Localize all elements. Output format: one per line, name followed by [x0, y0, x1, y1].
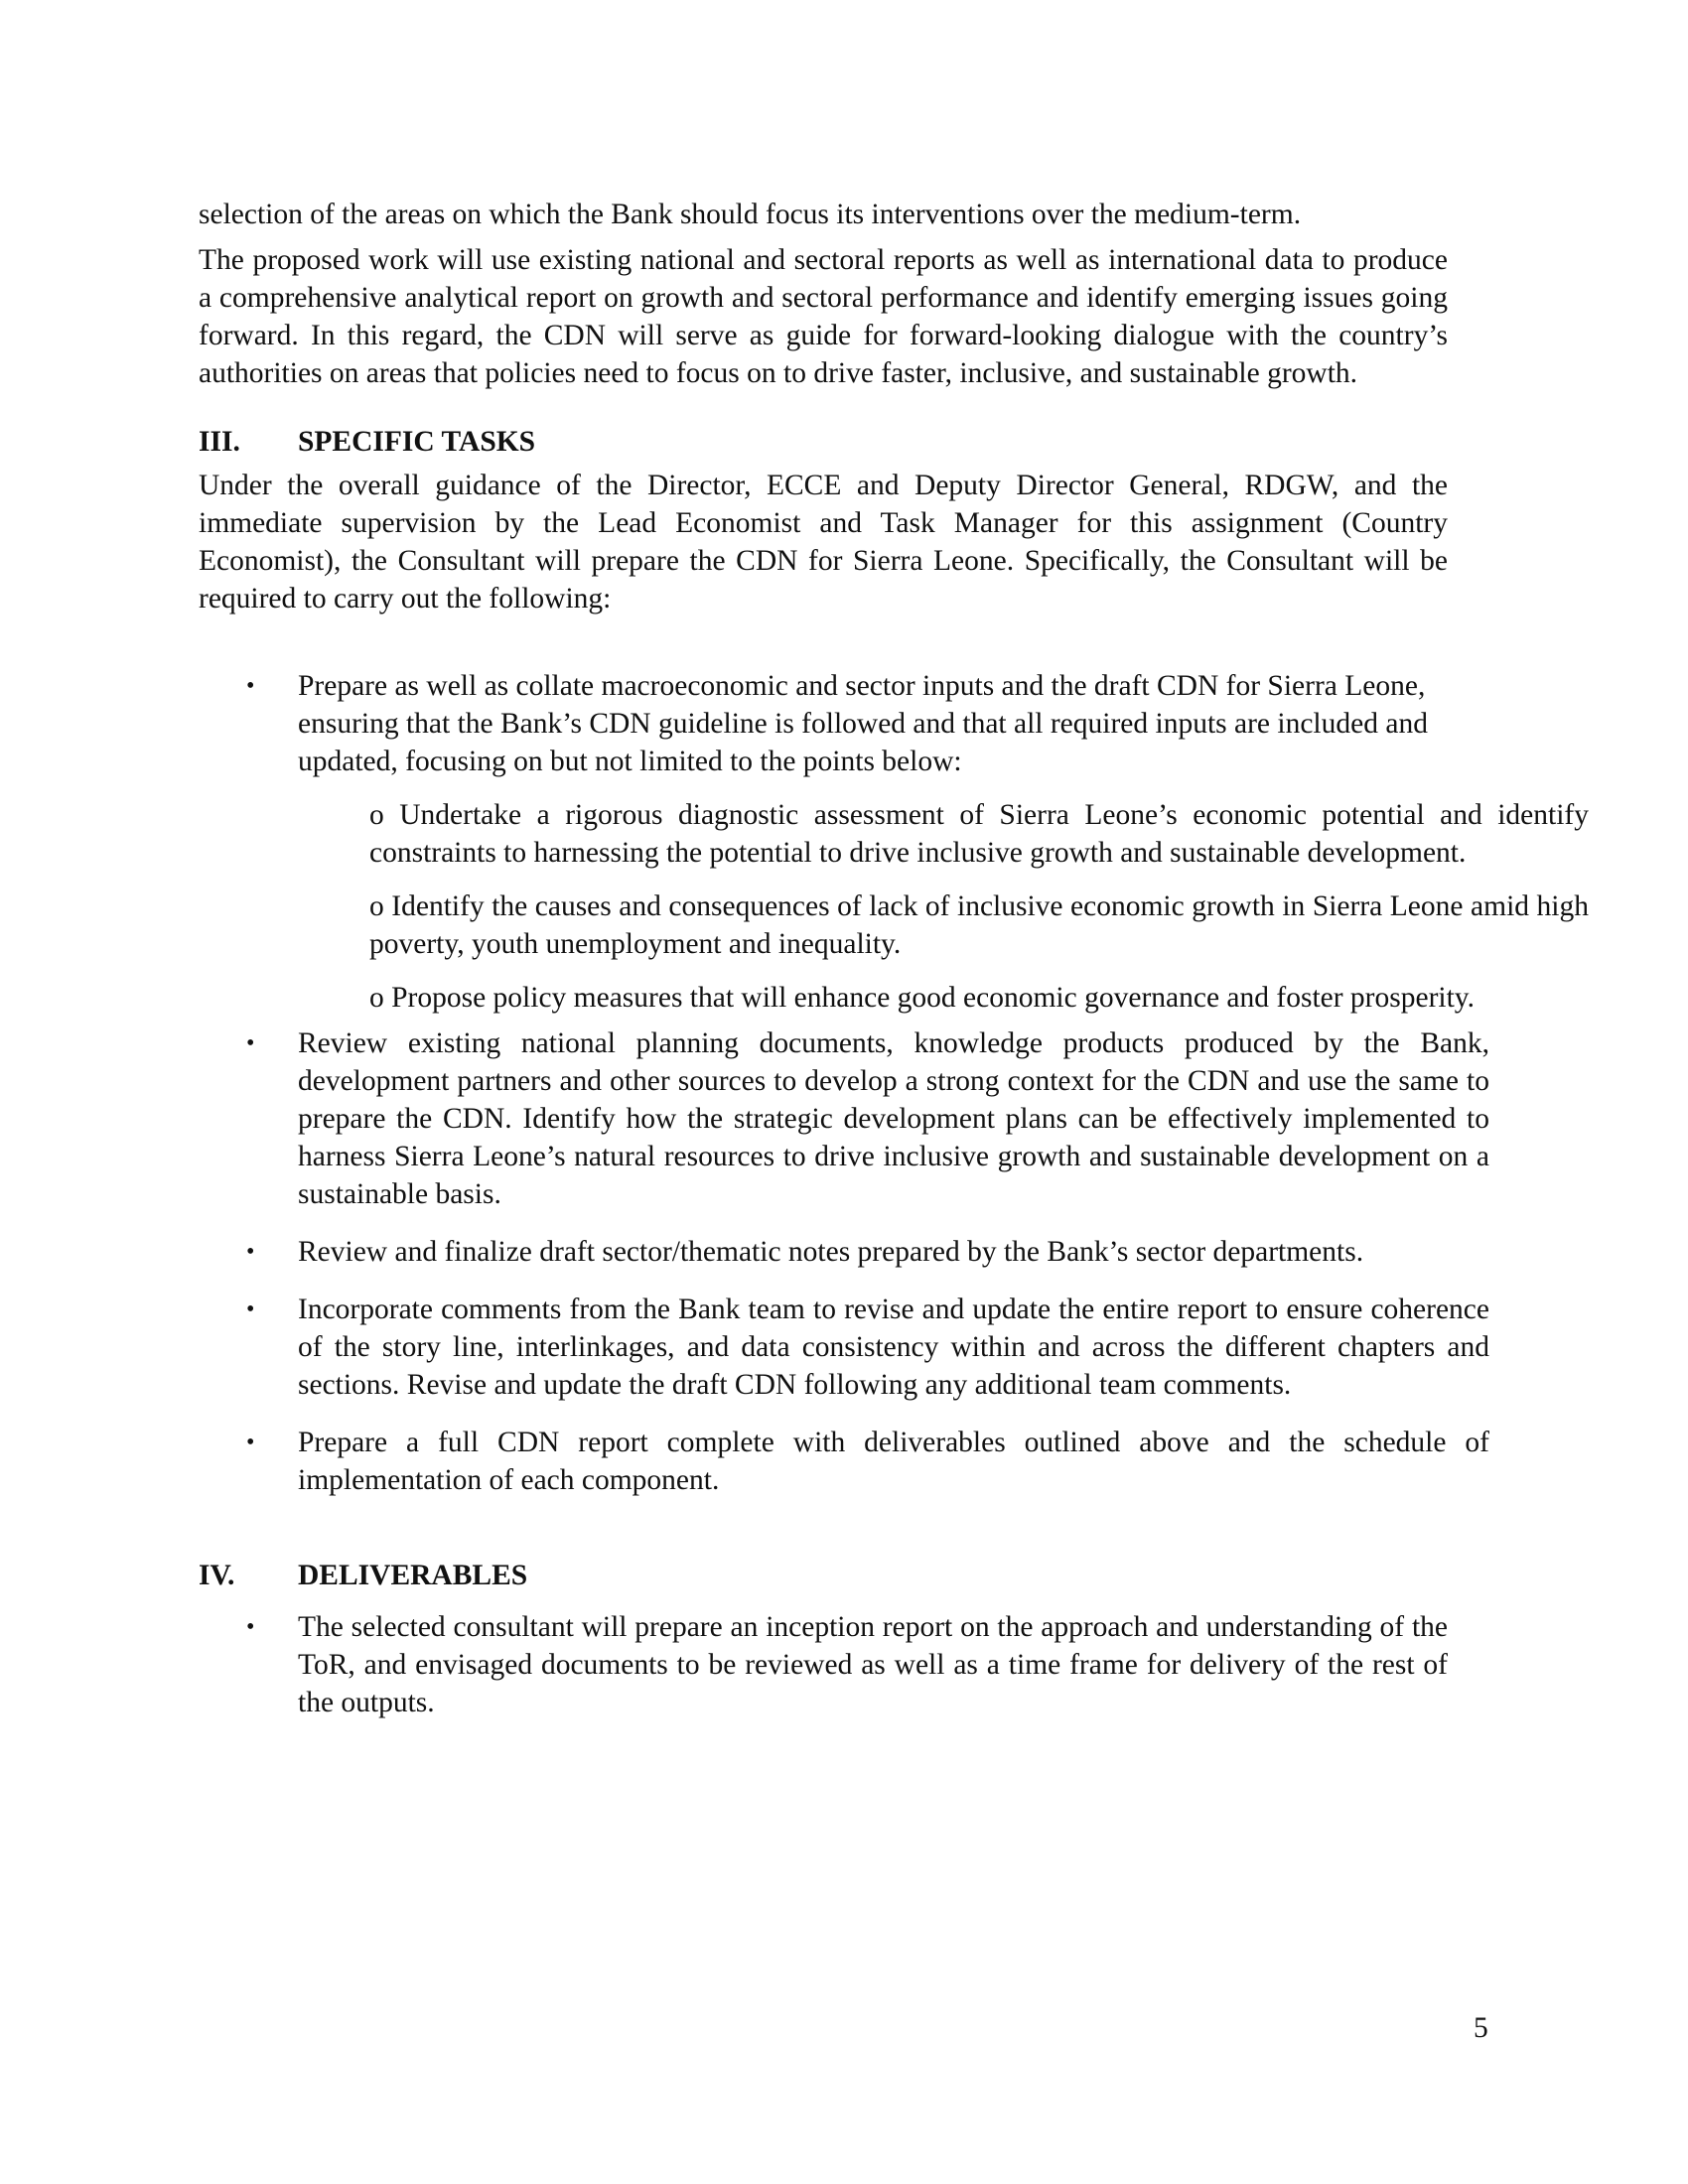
section-heading-deliverables: [199, 1557, 1489, 1594]
list-item: [199, 1024, 1489, 1213]
specific-tasks-list: [199, 667, 1589, 1499]
section-title: SPECIFIC TASKS: [298, 426, 536, 458]
deliverables-list: [199, 1608, 1489, 1721]
sub-list: [298, 796, 1589, 1017]
sub-list-item: o Identify the causes and consequences of lack of inclusive economic growth in Sierra Leone amid high poverty, youth unemployment and inequality.: [369, 890, 1589, 960]
list-item-text: Review and finalize draft sector/thematic notes prepared by the Bank’s sector departments.: [298, 1236, 1364, 1268]
list-item-text: Prepare a full CDN report complete with deliverables outlined above and the schedule of implementation of each component.: [298, 1427, 1489, 1496]
paragraph-proposed-work: The proposed work will use existing national and sectoral reports as well as international data to produce a comprehensive analytical report on growth and sectoral performance and identify emerging issues going forward. In this regard, the CDN will serve as guide for forward-looking dialogue with the country’s authorities on areas that policies need to focus on to drive faster, inclusive, and sustainable growth.: [199, 244, 1448, 389]
section-number: III.: [199, 426, 240, 458]
page-number: 5: [1474, 2012, 1488, 2044]
section-title: DELIVERABLES: [298, 1560, 528, 1591]
section-heading-specific-tasks: [199, 423, 1489, 461]
list-item-text: The selected consultant will prepare an inception report on the approach and understanding of the ToR, and envisaged documents to be reviewed as well as a time frame for delivery of the rest of the outputs.: [298, 1611, 1448, 1718]
bullet-icon: •: [246, 1297, 255, 1322]
list-item-text: Incorporate comments from the Bank team to revise and update the entire report to ensure coherence of the story line, interlinkages, and data consistency within and across the different chapters and sections. Revise and update the draft CDN following any additional team comments.: [298, 1294, 1489, 1401]
paragraph-specific-tasks-intro: Under the overall guidance of the Director, ECCE and Deputy Director General, RDGW, and the immediate supervision by the Lead Economist and Task Manager for this assignment (Country Economist), the Consultant will prepare the CDN for Sierra Leone. Specifically, the Consultant will be required to carry out the following:: [199, 470, 1448, 614]
list-item: [199, 1291, 1489, 1404]
sub-list-item: o Propose policy measures that will enhance good economic governance and foster prosperity.: [369, 982, 1476, 1014]
list-item: [199, 667, 1589, 1017]
list-item-text: Review existing national planning documents, knowledge products produced by the Bank, development partners and other sources to develop a strong context for the CDN and use the same to prepare the CDN. Identify how the strategic development plans can be effectively implemented to harness Sierra Leone’s natural resources to drive inclusive growth and sustainable development on a sustainable basis.: [298, 1027, 1489, 1210]
document-page: [199, 196, 1589, 1721]
bullet-icon: •: [246, 1430, 255, 1455]
section-number: IV.: [199, 1560, 235, 1591]
sub-list-item: o Undertake a rigorous diagnostic assessment of Sierra Leone’s economic potential and identify constraints to harnessing the potential to drive inclusive growth and sustainable development.: [369, 799, 1589, 869]
bullet-icon: •: [246, 1239, 255, 1265]
list-item: [199, 1233, 1489, 1271]
list-item-text: Prepare as well as collate macroeconomic and sector inputs and the draft CDN for Sierra Leone, ensuring that the Bank’s CDN guideline is followed and that all required inputs are included and updated, focusing on but not limited to the points below:: [298, 670, 1428, 777]
paragraph-continuation: selection of the areas on which the Bank should focus its interventions over the medium-term.: [199, 199, 1302, 230]
bullet-icon: •: [246, 1614, 255, 1640]
list-item: [199, 1424, 1489, 1499]
bullet-icon: •: [246, 1030, 255, 1056]
list-item: [199, 1608, 1489, 1721]
bullet-icon: •: [246, 673, 255, 699]
